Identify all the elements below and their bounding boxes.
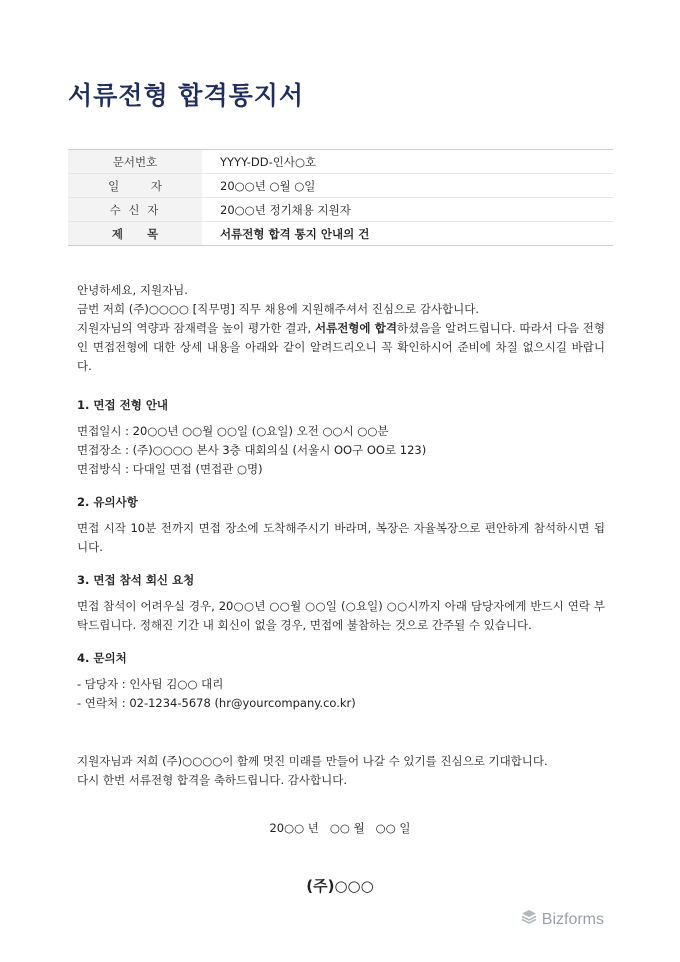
info-key: 수 신 자 [68,198,202,222]
info-row-subject [68,222,613,246]
info-value: YYYY-DD-인사○호 [220,154,317,169]
contact-phone: - 연락처 : 02-1234-5678 (hr@yourcompany.co.kr) [77,696,356,710]
section-title-contact: 4. 문의처 [77,651,127,665]
document-title: 서류전형 합격통지서 [68,81,305,110]
reply-text: 면접 참석이 어려우실 경우, 20○○년 ○○월 ○○일 (○요일) ○○시까지 아래 담당자에게 반드시 연락 부탁드립니다. 정해진 기간 내 회신이 없을 경우, 면접에 불참하는 것으로 간주될 수 있습니다. [77,599,605,632]
company-name: (주)○○○ [306,877,374,895]
interview-date: 면접일시 : 20○○년 ○○월 ○○일 (○요일) 오전 ○○시 ○○분 [77,424,389,438]
info-value: 20○○년 ○월 ○일 [220,178,316,193]
brand-logo [520,908,604,931]
info-key: 문서번호 [68,150,202,174]
intro-line: 금번 저희 (주)○○○○ [직무명] 직무 채용에 지원해주셔서 진심으로 감사합니다. [77,302,480,316]
closing [77,752,605,790]
intro-paragraph [77,319,605,376]
section-title-reply: 3. 면접 참석 회신 요청 [77,573,195,587]
closing-line: 다시 한번 서류전형 합격을 축하드립니다. 감사합니다. [77,773,347,787]
intro-text-post: 하셨음을 알려드립니다. 따라서 다음 전형인 면접전형에 대한 상세 내용을 아래와 같이 알려드리오니 꼭 확인하시어 준비에 차질 없으시길 바랍니다. [77,321,605,373]
intro-highlight: 서류전형에 합격 [314,321,397,335]
greeting: 안녕하세요, 지원자님. [77,283,188,297]
section-title-interview: 1. 면접 전형 안내 [77,398,169,412]
closing-line: 지원자님과 저희 (주)○○○○이 함께 멋진 미래를 만들어 나갈 수 있기를 진심으로 기대합니다. [77,754,548,768]
section-title-notes: 2. 유의사항 [77,495,138,509]
interview-method: 면접방식 : 다대일 면접 (면접관 ○명) [77,462,263,476]
info-key: 일 자 [68,174,202,198]
letter-body [77,281,605,713]
interview-place: 면접장소 : (주)○○○○ 본사 3층 대회의실 (서울시 OO구 OO로 123) [77,443,427,457]
issue-date: 20○○ 년 ○○ 월 ○○ 일 [269,821,411,835]
notes-text: 면접 시작 10분 전까지 면접 장소에 도착해주시기 바라며, 복장은 자율복장으로 편안하게 참석하시면 됩니다. [77,521,605,554]
intro-text-pre: 지원자님의 역량과 잠재력을 높이 평가한 결과, [77,321,315,335]
info-value: 서류전형 합격 통지 안내의 건 [220,226,370,241]
info-row-doc-number [68,150,613,174]
layers-logo-icon [520,908,538,931]
info-row-recipient [68,198,613,222]
info-key: 제 목 [68,222,202,246]
info-value: 20○○년 정기채용 지원자 [220,202,351,217]
contact-person: - 담당자 : 인사팀 김○○ 대리 [77,677,224,691]
document-info-table [68,149,613,246]
brand-name: Bizforms [541,910,604,928]
info-row-date [68,174,613,198]
